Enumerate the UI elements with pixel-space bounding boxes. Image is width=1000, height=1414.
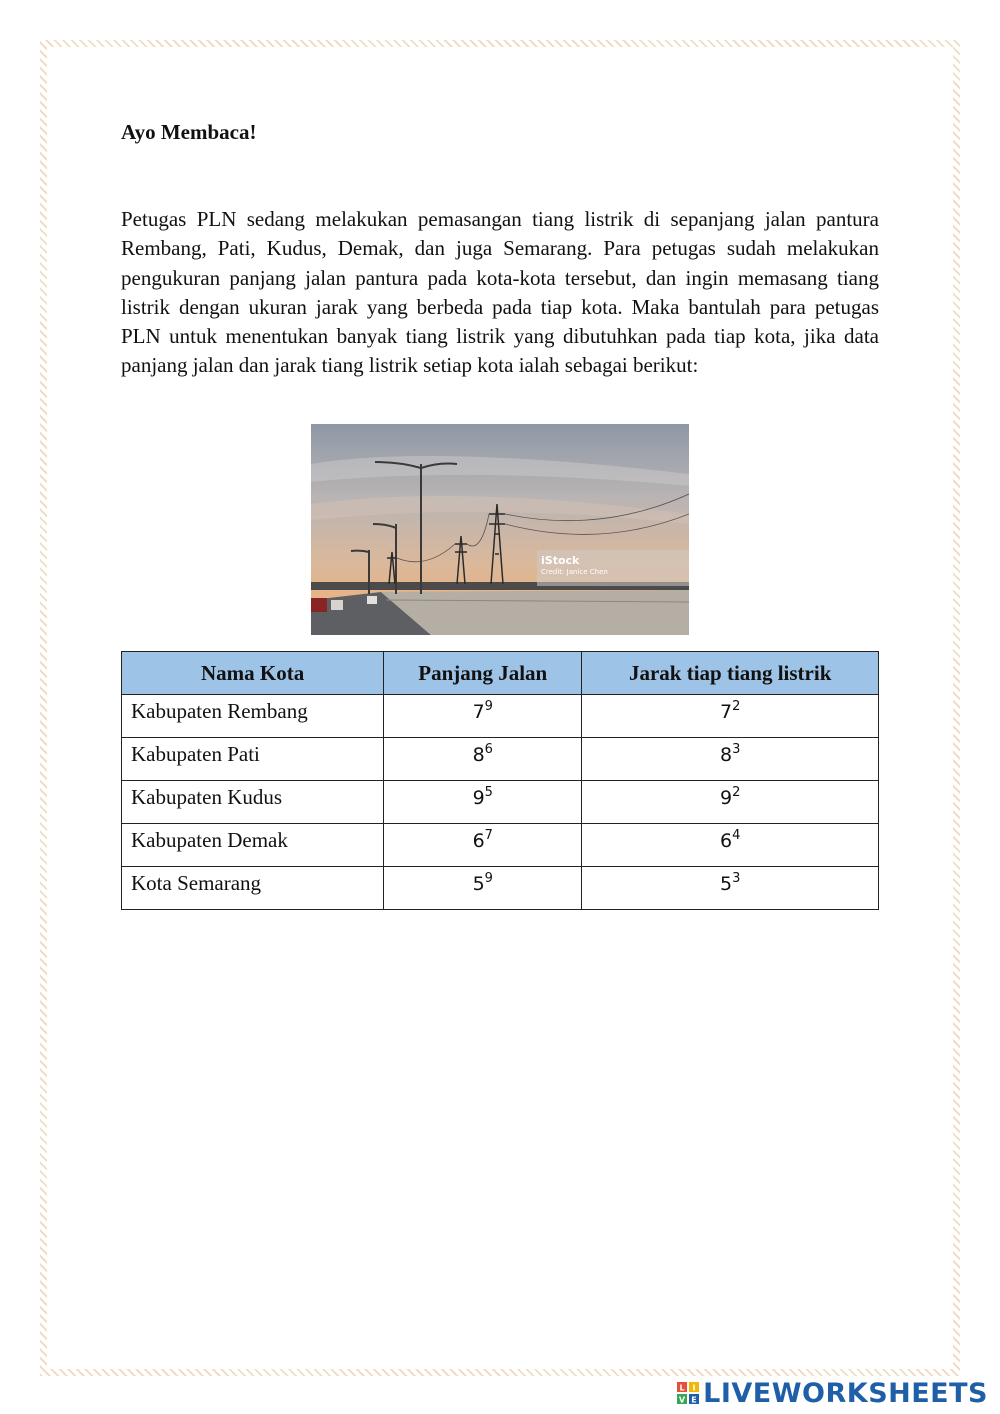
header-road-length: Panjang Jalan (384, 652, 582, 695)
road-length-value: $7^9$ (384, 695, 582, 738)
city-name: Kabupaten Pati (122, 738, 384, 781)
pole-distance-value: $8^3$ (582, 738, 879, 781)
liveworksheets-brand[interactable] (677, 1378, 988, 1408)
table-row (122, 738, 879, 781)
car (331, 600, 343, 610)
road-length-value: $9^5$ (384, 781, 582, 824)
liveworksheets-logo-icon (677, 1382, 699, 1404)
table-header-row (122, 652, 879, 695)
svg-text:I: I (692, 1383, 696, 1393)
city-data-table (121, 651, 879, 910)
car (311, 598, 327, 612)
city-name: Kabupaten Demak (122, 824, 384, 867)
photo-credit: Credit: Janice Chen (541, 568, 608, 576)
svg-text:E: E (691, 1395, 697, 1404)
city-name: Kabupaten Kudus (122, 781, 384, 824)
table-row (122, 781, 879, 824)
svg-text:L: L (679, 1383, 685, 1393)
header-pole-distance: Jarak tiap tiang listrik (582, 652, 879, 695)
page-heading: Ayo Membaca! (121, 120, 257, 144)
header-city: Nama Kota (122, 652, 384, 695)
brand-name: LIVEWORKSHEETS (703, 1377, 988, 1409)
city-name: Kota Semarang (122, 867, 384, 910)
pole-distance-value: $5^3$ (582, 867, 879, 910)
concrete-barrier (381, 590, 689, 635)
road-length-value: $5^9$ (384, 867, 582, 910)
power-lines-photo (311, 424, 689, 635)
road-length-value: $8^6$ (384, 738, 582, 781)
car (367, 596, 377, 604)
table-row (122, 824, 879, 867)
reading-paragraph: Petugas PLN sedang melakukan pemasangan tiang listrik di sepanjang jalan pantura Rembang, Pati, Kudus, Demak, dan juga Semarang. Para petugas sudah melakukan pengukuran panjang jalan pantura pada kota-kota tersebut, dan ingin memasang tiang listrik dengan ukuran jarak yang berbeda pada tiap kota. Maka bantulah para petugas PLN untuk menentukan banyak tiang listrik yang dibutuhkan pada tiap kota, jika data panjang jalan dan jarak tiang listrik setiap kota ialah sebagai berikut: (121, 207, 879, 378)
table-row (122, 695, 879, 738)
pole-distance-value: $6^4$ (582, 824, 879, 867)
svg-text:V: V (679, 1395, 686, 1404)
pole-distance-value: $7^2$ (582, 695, 879, 738)
table-row (122, 867, 879, 910)
road-length-value: $6^7$ (384, 824, 582, 867)
watermark-text: iStock (541, 554, 580, 567)
city-name: Kabupaten Rembang (122, 695, 384, 738)
pole-distance-value: $9^2$ (582, 781, 879, 824)
